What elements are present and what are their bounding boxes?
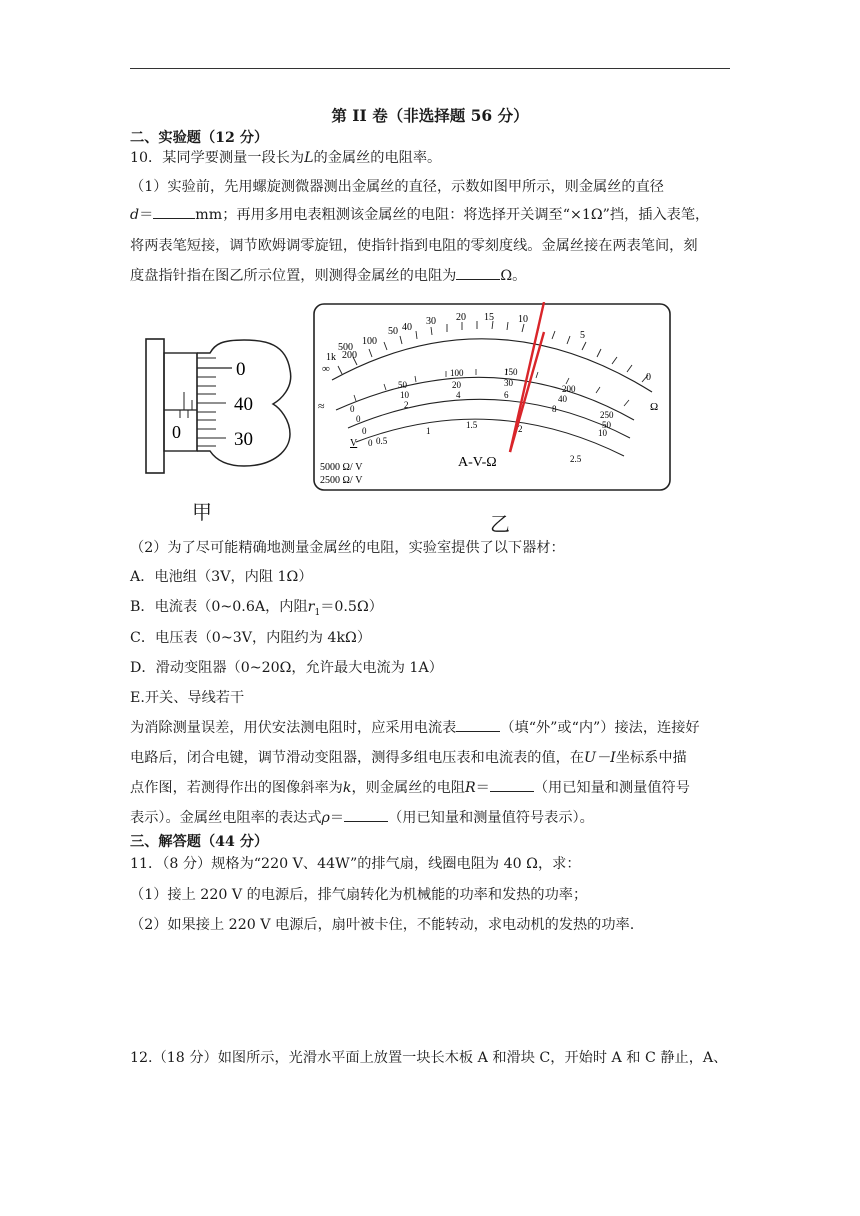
section-title: 第 II 卷（非选择题 56 分） [331, 106, 529, 125]
header-rule [130, 68, 730, 69]
ac-2-5: 2.5 [570, 454, 582, 464]
ohm-label-0: 0 [646, 372, 651, 383]
dc-top-50: 50 [398, 380, 407, 390]
q11-stem: 11．（8 分）规格为“220 V、44W”的排气扇，线圈电阻为 40 Ω，求： [130, 856, 581, 872]
micrometer-thimble-30: 30 [234, 429, 253, 450]
q10-part1-line1: （1）实验前，先用螺旋测微器测出金属丝的直径，示数如图甲所示，则金属丝的直径 [130, 179, 664, 195]
dc-mid-30: 30 [504, 378, 513, 388]
section2-heading: 二、实验题（12 分） [130, 130, 269, 146]
dc-top-250: 250 [600, 410, 614, 420]
ohm-label-20: 20 [456, 312, 466, 323]
ohm-label-15: 15 [484, 312, 494, 323]
dc-top-200: 200 [562, 384, 576, 394]
ohm-label-inf: ∞ [322, 363, 330, 375]
answer-blank-R [490, 778, 534, 792]
option-a: A．电池组（3V，内阻 1Ω） [130, 569, 313, 585]
ohm-symbol: Ω [650, 401, 659, 413]
dc-top-0: 0 [350, 404, 355, 414]
q10-part2-line3: 电路后，闭合电键，调节滑动变阻器，测得多组电压表和电流表的值，在U－I坐标系中描 [130, 750, 687, 766]
dc-low-0: 0 [362, 426, 367, 436]
q10-part2-line2: 为消除测量误差，用伏安法测电阻时，应采用电流表 （填“外”或“内”）接法，连接好 [130, 720, 700, 736]
micrometer-thimble-40: 40 [234, 394, 253, 415]
answer-blank-resistance [456, 266, 500, 280]
ac-1-5: 1.5 [466, 420, 478, 430]
meter-spec-5000: 5000 Ω/ V [320, 462, 363, 473]
ohm-label-500: 500 [338, 342, 353, 353]
dc-low-8: 8 [552, 404, 557, 414]
q10-part2-line1: （2）为了尽可能精确地测量金属丝的电阻，实验室提供了以下器材： [130, 540, 565, 556]
answer-blank-rho [344, 808, 388, 822]
q11-part1: （1）接上 220 V 的电源后，排气扇转化为机械能的功率和发热的功率； [130, 887, 588, 903]
ohm-label-100: 100 [362, 336, 377, 347]
ohm-label-1k: 1k [326, 352, 336, 363]
q11-part2: （2）如果接上 220 V 电源后，扇叶被卡住，不能转动，求电动机的发热的功率. [130, 917, 635, 933]
caption-jia: 甲 [192, 500, 212, 524]
micrometer-sleeve-zero: 0 [172, 422, 181, 442]
option-b: B．电流表（0~0.6A，内阻$r_1=0.5\Omega$） [130, 599, 383, 618]
q10-part1-line2: d＝ mm；再用多用电表粗测该金属丝的电阻：将选择开关调至“×1Ω”挡，插入表笔， [130, 207, 710, 223]
meter-spec-2500: 2500 Ω/ V [320, 475, 363, 486]
dc-mid-40: 40 [558, 394, 567, 404]
q12-stem: 12.（18 分）如图所示，光滑水平面上放置一块长木板 A 和滑块 C，开始时 A 和 C 静止，A、 [130, 1050, 728, 1066]
multimeter-dial-figure [312, 302, 674, 494]
dc-mid-10: 10 [400, 390, 409, 400]
ac-dc-symbol: ≈ [318, 399, 325, 413]
dc-mid-20: 20 [452, 380, 461, 390]
ac-0-5: 0.5 [376, 436, 388, 446]
caption-yi: 乙 [490, 512, 510, 536]
q10-intro: 10．某同学要测量一段长为L的金属丝的电阻率。 [130, 150, 442, 166]
micrometer-thimble-0: 0 [236, 359, 246, 380]
micrometer-figure [140, 330, 300, 478]
q10-part2-line4: 点作图，若测得作出的图像斜率为k，则金属丝的电阻R＝ （用已知量和测量值符号 [130, 780, 690, 796]
ohm-label-40: 40 [402, 322, 412, 333]
dc-low-6: 6 [504, 390, 509, 400]
answer-blank-connection [456, 718, 500, 732]
ohm-label-200: 200 [342, 350, 357, 361]
ohm-label-10: 10 [518, 314, 528, 325]
ohm-label-30: 30 [426, 316, 436, 327]
option-d: D．滑动变阻器（0~20Ω，允许最大电流为 1A） [130, 660, 443, 676]
q10-part2-line5: 表示）。金属丝电阻率的表达式ρ＝ （用已知量和测量值符号表示）。 [130, 810, 594, 826]
dc-mid-0: 0 [356, 414, 361, 424]
dc-mid-50: 50 [602, 420, 611, 430]
option-c: C．电压表（0~3V，内阻约为 4kΩ） [130, 630, 372, 646]
dc-low-10: 10 [598, 428, 607, 438]
dc-top-150: 150 [504, 367, 518, 377]
answer-blank-diameter [153, 205, 195, 219]
dc-low-2: 2 [404, 400, 409, 410]
ac-2: 2 [518, 424, 523, 434]
ac-0: 0 [368, 438, 373, 448]
q10-part1-line4: 度盘指针指在图乙所示位置，则测得金属丝的电阻为 Ω。 [130, 268, 527, 284]
section3-heading: 三、解答题（44 分） [130, 834, 269, 850]
ohm-label-5: 5 [580, 330, 585, 341]
dc-top-100: 100 [450, 368, 464, 378]
ohm-label-50: 50 [388, 326, 398, 337]
ac-1: 1 [426, 426, 431, 436]
dc-low-4: 4 [456, 390, 461, 400]
q10-part1-line3: 将两表笔短接，调节欧姆调零旋钮，使指针指到电阻的零刻度线。金属丝接在两表笔间，刻 [130, 238, 698, 254]
dc-voltage-symbol: V [350, 438, 358, 449]
meter-brand: A-V-Ω [458, 455, 497, 470]
option-e: E.开关、导线若干 [130, 690, 245, 706]
